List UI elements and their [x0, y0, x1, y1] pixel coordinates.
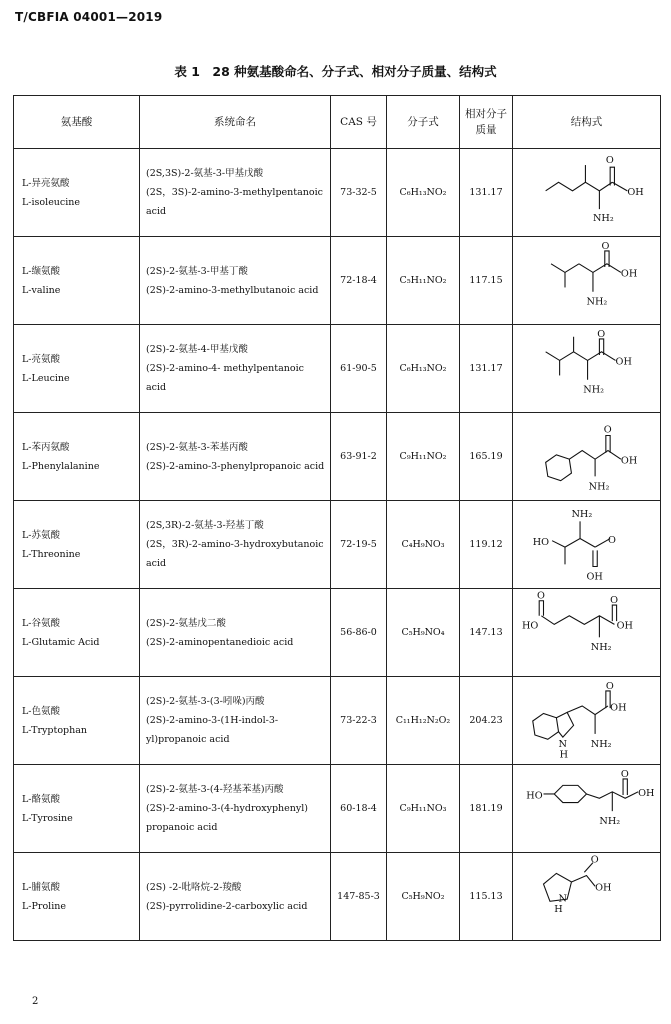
system-name-cell — [140, 501, 331, 589]
amino-acid-en: L-Proline — [22, 900, 66, 912]
system-name-en: (2S，3S)-2-amino-3-methylpentanoic acid — [146, 187, 323, 217]
amino-acid-name-cell — [14, 149, 140, 237]
isoleucine-structure — [513, 149, 661, 237]
header-mass: 相对分子质量 — [460, 96, 513, 149]
amino-acid-table — [13, 95, 661, 941]
formula-cell: C₄H₉NO₃ — [387, 501, 460, 589]
mass-cell: 147.13 — [460, 589, 513, 677]
system-name-cell — [140, 853, 331, 941]
mass-cell: 131.17 — [460, 325, 513, 413]
system-name-en: (2S)-2-amino-3-methylbutanoic acid — [146, 284, 319, 296]
table-row — [14, 589, 661, 677]
amino-acid-en: L-Phenylalanine — [22, 460, 100, 472]
svg-text:N: N — [558, 738, 568, 750]
svg-text:O: O — [608, 534, 616, 546]
table-caption: 表 1 28 种氨基酸命名、分子式、相对分子质量、结构式 — [174, 64, 497, 79]
system-name-cn: (2S)-2-氨基-4-甲基戊酸 — [146, 344, 248, 355]
mass-cell: 181.19 — [460, 765, 513, 853]
cas-cell: 72-18-4 — [331, 237, 387, 325]
amino-acid-name-cell — [14, 853, 140, 941]
formula-cell: C₁₁H₁₂N₂O₂ — [387, 677, 460, 765]
threonine-structure — [513, 501, 661, 589]
amino-acid-en: L-valine — [22, 284, 61, 296]
cas-cell: 73-32-5 — [331, 149, 387, 237]
amino-acid-name-cell — [14, 237, 140, 325]
system-name-cn: (2S)-2-氨基-3-(3-吲哚)丙酸 — [146, 696, 265, 707]
amino-acid-en: L-Glutamic Acid — [22, 636, 100, 648]
amino-acid-en: L-Tyrosine — [22, 812, 73, 824]
mass-cell: 131.17 — [460, 149, 513, 237]
amino-acid-name-cell — [14, 677, 140, 765]
svg-text:O: O — [601, 240, 610, 252]
header-cas: CAS 号 — [331, 96, 387, 149]
amino-acid-cn: L-脯氨酸 — [22, 881, 61, 893]
svg-text:NH₂: NH₂ — [583, 384, 605, 396]
system-name-cn: (2S)-2-氨基戊二酸 — [146, 617, 226, 629]
system-name-cn: (2S)-2-氨基-3-(4-羟基苯基)丙酸 — [146, 784, 284, 795]
cas-cell: 61-90-5 — [331, 325, 387, 413]
svg-text:O: O — [597, 328, 606, 340]
table-row — [14, 677, 661, 765]
formula-cell: C₆H₁₃NO₂ — [387, 149, 460, 237]
svg-text:OH: OH — [610, 701, 627, 713]
formula-cell: C₆H₁₃NO₂ — [387, 325, 460, 413]
system-name-cell — [140, 325, 331, 413]
header-structure: 结构式 — [513, 96, 661, 149]
amino-acid-en: L-Tryptophan — [22, 724, 88, 736]
svg-text:O: O — [620, 768, 629, 780]
svg-text:NH₂: NH₂ — [590, 738, 612, 750]
svg-text:H: H — [559, 749, 569, 761]
system-name-en: (2S)-2-amino-4- methylpentanoic acid — [146, 363, 304, 393]
amino-acid-en: L-Leucine — [22, 372, 70, 384]
amino-acid-cn: L-亮氨酸 — [22, 353, 61, 365]
table-row — [14, 237, 661, 325]
system-name-cn: (2S)-2-氨基-3-甲基丁酸 — [146, 265, 248, 277]
svg-text:OH: OH — [627, 186, 644, 198]
cas-cell: 60-18-4 — [331, 765, 387, 853]
amino-acid-cn: L-色氨酸 — [22, 705, 61, 717]
amino-acid-name-cell — [14, 589, 140, 677]
mass-cell: 117.15 — [460, 237, 513, 325]
svg-text:O: O — [610, 594, 619, 606]
system-name-cell — [140, 149, 331, 237]
formula-cell: C₉H₁₁NO₃ — [387, 765, 460, 853]
cas-cell: 73-22-3 — [331, 677, 387, 765]
phenylalanine-structure — [513, 413, 661, 501]
system-name-en: (2S)-2-amino-3-(1H-indol-3-yl)propanoic acid — [146, 715, 279, 745]
svg-text:OH: OH — [620, 268, 638, 280]
amino-acid-cn: L-异亮氨酸 — [22, 177, 70, 189]
svg-text:O: O — [605, 154, 614, 166]
svg-text:OH: OH — [616, 620, 633, 632]
cas-cell: 147-85-3 — [331, 853, 387, 941]
svg-text:O: O — [590, 854, 599, 866]
svg-text:OH: OH — [586, 570, 603, 582]
system-name-cell — [140, 237, 331, 325]
table-row — [14, 413, 661, 501]
cas-cell: 56-86-0 — [331, 589, 387, 677]
svg-text:N: N — [558, 892, 568, 904]
amino-acid-cn: L-缬氨酸 — [22, 265, 61, 277]
svg-text:O: O — [537, 590, 545, 602]
system-name-cell — [140, 413, 331, 501]
mass-cell: 165.19 — [460, 413, 513, 501]
valine-structure — [513, 237, 661, 325]
formula-cell: C₅H₉NO₂ — [387, 853, 460, 941]
amino-acid-name-cell — [14, 501, 140, 589]
amino-acid-en: L-isoleucine — [22, 196, 81, 208]
table-row — [14, 149, 661, 237]
system-name-cn: (2S,3S)-2-氨基-3-甲基戊酸 — [146, 168, 264, 179]
amino-acid-cn: L-苏氨酸 — [22, 529, 61, 541]
svg-text:OH: OH — [620, 454, 638, 466]
amino-acid-cn: L-谷氨酸 — [22, 617, 61, 629]
tyrosine-structure — [513, 765, 661, 853]
system-name-cell — [140, 765, 331, 853]
table-row — [14, 765, 661, 853]
svg-text:NH₂: NH₂ — [599, 815, 621, 827]
table-row — [14, 853, 661, 941]
amino-acid-cn: L-苯丙氨酸 — [22, 441, 70, 453]
svg-text:HO: HO — [522, 620, 539, 632]
header-system-name: 系统命名 — [140, 96, 331, 149]
system-name-cn: (2S)-2-氨基-3-苯基丙酸 — [146, 441, 248, 453]
amino-acid-cn: L-酪氨酸 — [22, 793, 61, 805]
system-name-cn: (2S,3R)-2-氨基-3-羟基丁酸 — [146, 520, 264, 531]
system-name-cn: (2S) -2-吡咯烷-2-羧酸 — [146, 881, 242, 893]
cas-cell: 63-91-2 — [331, 413, 387, 501]
system-name-cell — [140, 677, 331, 765]
svg-text:NH₂: NH₂ — [586, 296, 608, 308]
formula-cell: C₅H₉NO₄ — [387, 589, 460, 677]
svg-text:NH₂: NH₂ — [592, 212, 614, 224]
mass-cell: 119.12 — [460, 501, 513, 589]
table-row — [14, 325, 661, 413]
system-name-en: (2S)-pyrrolidine-2-carboxylic acid — [146, 900, 308, 912]
svg-text:H: H — [554, 903, 563, 915]
system-name-en: (2S，3R)-2-amino-3-hydroxybutanoic acid — [146, 539, 324, 569]
amino-acid-name-cell — [14, 765, 140, 853]
mass-cell: 204.23 — [460, 677, 513, 765]
page-number: 2 — [32, 996, 39, 1007]
system-name-en: (2S)-2-amino-3-(4-hydroxyphenyl) propanoic acid — [146, 803, 309, 833]
document-code: T/CBFIA 04001—2019 — [15, 10, 163, 24]
leucine-structure — [513, 325, 661, 413]
svg-text:HO: HO — [526, 789, 543, 801]
svg-text:NH₂: NH₂ — [588, 480, 610, 492]
formula-cell: C₉H₁₁NO₂ — [387, 413, 460, 501]
tryptophan-structure — [513, 677, 661, 765]
table-header-row — [14, 96, 661, 149]
mass-cell: 115.13 — [460, 853, 513, 941]
svg-text:O: O — [603, 423, 612, 435]
system-name-en: (2S)-2-amino-3-phenylpropanoic acid — [146, 460, 325, 472]
svg-text:HO: HO — [532, 536, 550, 548]
svg-text:NH₂: NH₂ — [590, 641, 612, 653]
proline-structure — [513, 853, 661, 941]
svg-text:O: O — [605, 680, 614, 692]
table-row — [14, 501, 661, 589]
glutamic-acid-structure — [513, 589, 661, 677]
header-amino-acid: 氨基酸 — [14, 96, 140, 149]
cas-cell: 72-19-5 — [331, 501, 387, 589]
svg-text:OH: OH — [638, 787, 655, 799]
svg-text:OH: OH — [615, 356, 632, 368]
system-name-cell — [140, 589, 331, 677]
svg-text:NH₂: NH₂ — [571, 508, 593, 520]
system-name-en: (2S)-2-aminopentanedioic acid — [146, 636, 294, 648]
formula-cell: C₅H₁₁NO₂ — [387, 237, 460, 325]
svg-text:OH: OH — [595, 882, 612, 894]
header-formula: 分子式 — [387, 96, 460, 149]
amino-acid-name-cell — [14, 325, 140, 413]
amino-acid-name-cell — [14, 413, 140, 501]
amino-acid-en: L-Threonine — [22, 548, 81, 560]
